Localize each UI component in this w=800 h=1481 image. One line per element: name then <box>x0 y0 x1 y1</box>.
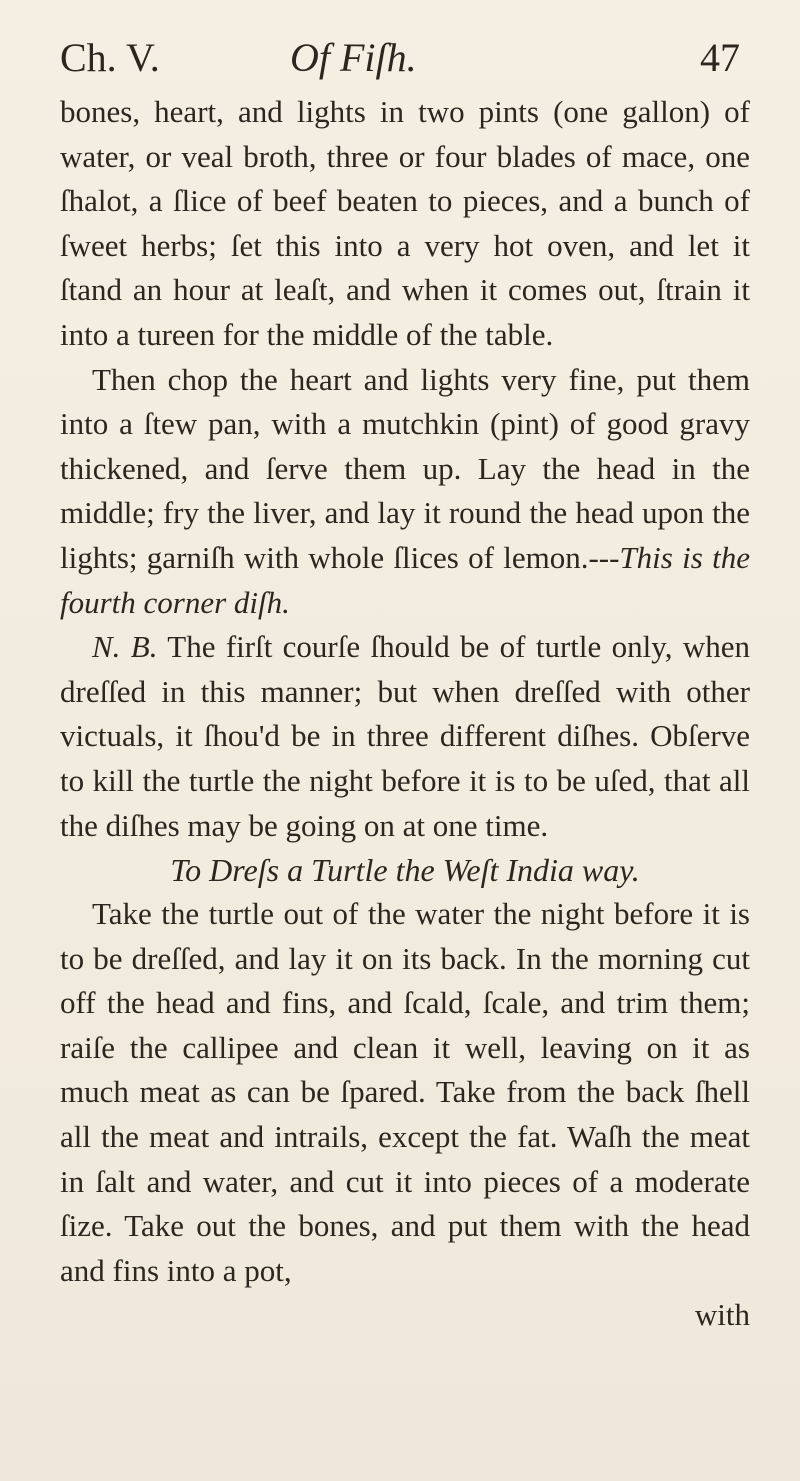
paragraph-continued: bones, heart, and lights in two pints (one gallon) of water, or veal broth, three or four blades of mace, one ſhalot, a ſlice of beef beaten to pieces, and a bunch of ſweet herbs; ſet this into a very hot oven, and let it ſtand an hour at leaſt, and when it comes out, ſtrain it into a tureen for the middle of the table. <box>60 94 750 352</box>
paragraph-recipe: Take the turtle out of the water the night before it is to be dreſſed, and lay it on its back. In the morning cut off the head and fins, and ſcald, ſcale, and trim them; raiſe the callipee and clean it well, leaving on it as much meat as can be ſpared. Take from the back ſhell all the meat and intrails, except the fat. Waſh the meat in ſalt and water, and cut it into pieces of a moderate ſize. Take out the bones, and put them with the head and fins into a pot, <box>60 896 750 1288</box>
paragraph-serving <box>60 358 750 626</box>
nota-bene-label: N. B. <box>92 629 158 665</box>
paragraph-note <box>60 625 750 848</box>
page-body <box>60 90 750 1338</box>
recipe-heading: To Dreſs a Turtle the Weſt India way. <box>170 852 640 889</box>
running-header <box>60 28 740 88</box>
paragraph-text: The firſt courſe ſhould be of turtle only, when dreſſed in this manner; but when dreſſed with other victuals, it ſhou'd be in three different diſhes. Obſerve to kill the turtle the night before it is to be uſed, that all the diſhes may be going on at one time. <box>60 629 750 843</box>
running-title: Of Fiſh. <box>290 35 417 80</box>
paragraph-italic-note: This is the fourth corner diſh. <box>60 539 750 620</box>
page-number: 47 <box>700 35 740 80</box>
catchword: with <box>694 1297 750 1333</box>
chapter-label: Ch. V. <box>60 35 160 80</box>
paragraph-text: Then chop the heart and lights very fine, put them into a ſtew pan, with a mutchkin (pint) of good gravy thickened, and ſerve them up. Lay the head in the middle; fry the liver, and lay it round the head upon the lights; garniſh with whole ſlices of lemon.--- <box>60 361 750 575</box>
